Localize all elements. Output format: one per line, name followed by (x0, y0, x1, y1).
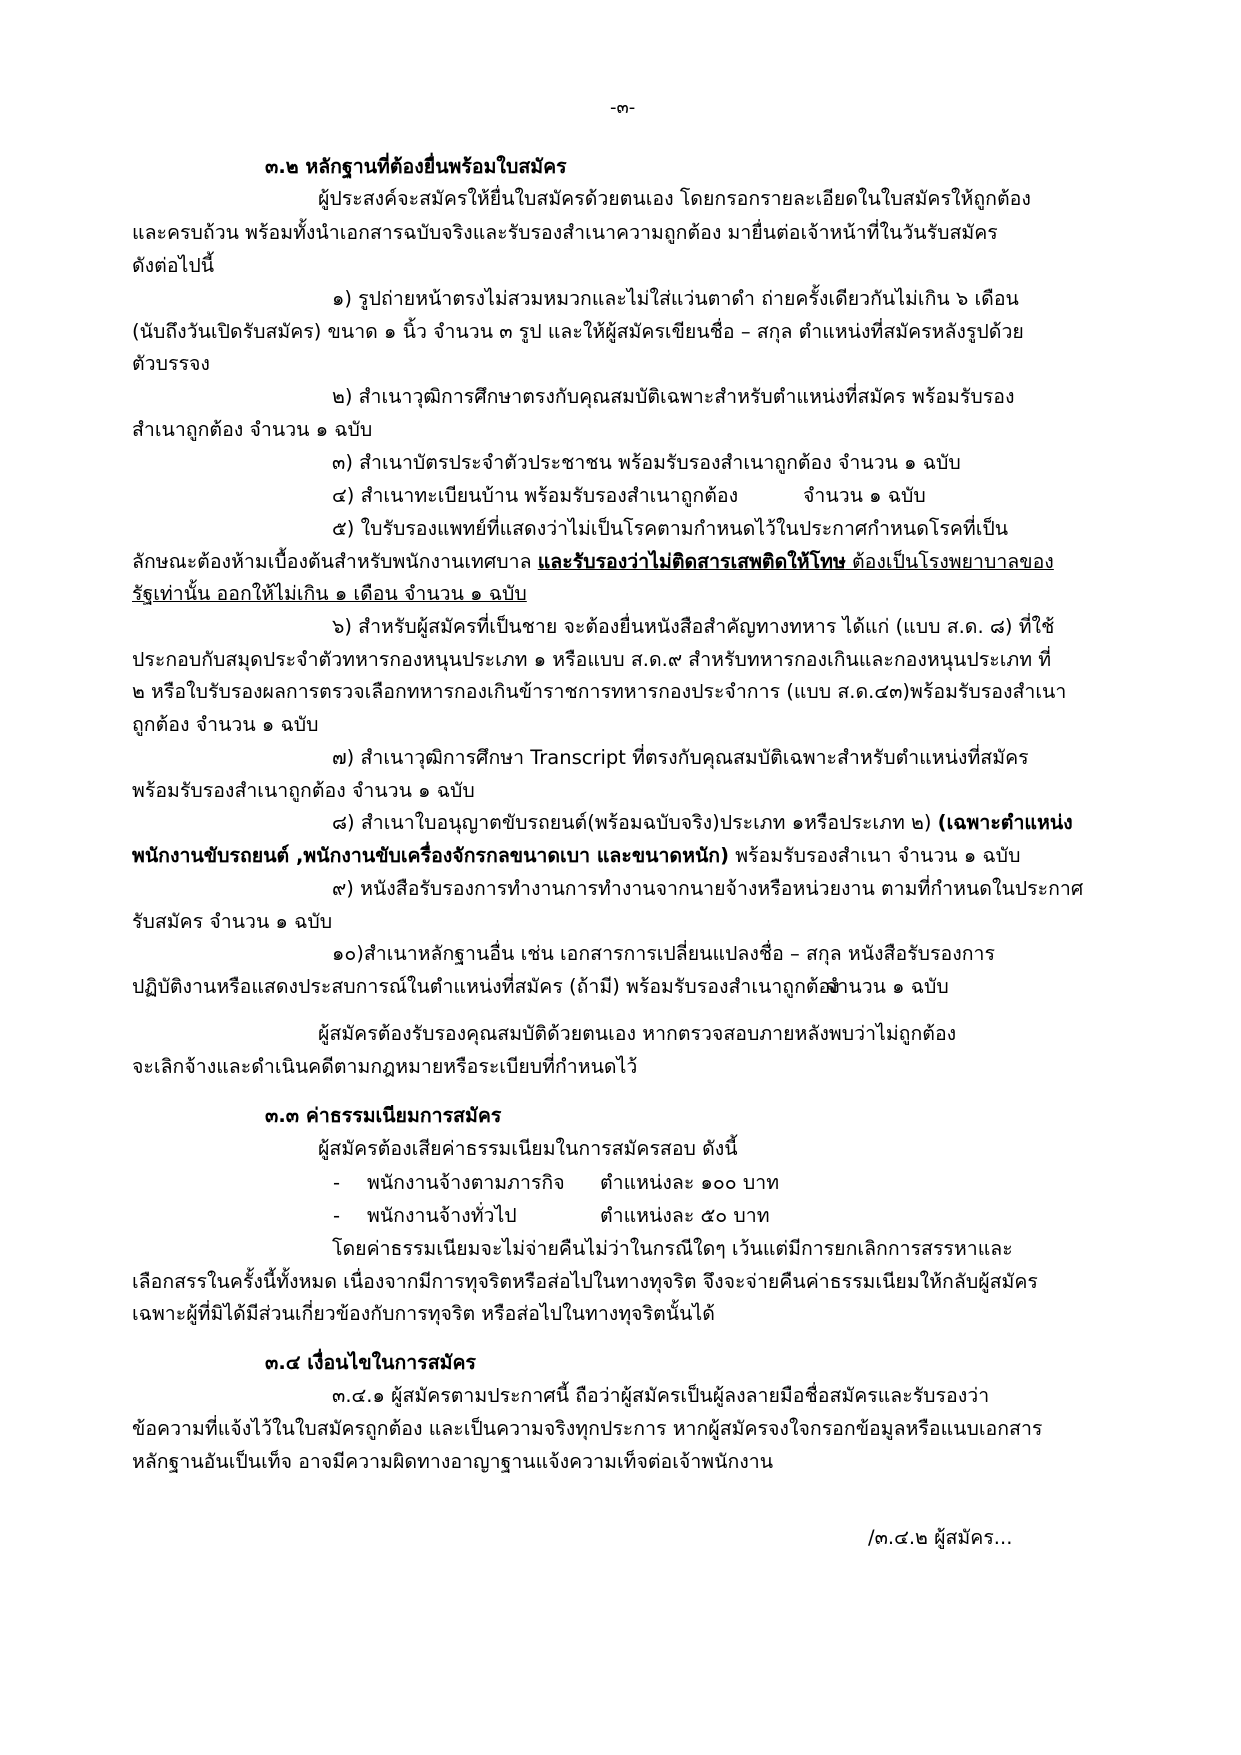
fee-amount: ตำแหน่งละ ๑๐๐ บาท (600, 1171, 780, 1194)
paragraph-line: ผู้ประสงค์จะสมัครให้ยื่นใบสมัครด้วยตนเอง โดยกรอกรายละเอียดในใบสมัครให้ถูกต้อง (318, 187, 1031, 210)
list-item-4-qty: จำนวน ๑ ฉบับ (803, 484, 926, 507)
item-8-emphasis: (เฉพาะตำแหน่ง (937, 811, 1073, 834)
list-item-8-cont (132, 844, 1020, 868)
fee-amount: ตำแหน่งละ ๕๐ บาท (600, 1204, 770, 1227)
item-8-emphasis-cont: พนักงานขับรถยนต์ ,พนักงานขับเครื่องจักรกลขนาดเบา และขนาดหนัก) (132, 844, 729, 867)
list-item-10: ๑๐)สำเนาหลักฐานอื่น เช่น เอกสารการเปลี่ยนแปลงชื่อ – สกุล หนังสือรับรองการ (332, 942, 995, 965)
section-3-3-heading: ๓.๓ ค่าธรรมเนียมการสมัคร (265, 1104, 502, 1127)
paragraph-line: และครบถ้วน พร้อมทั้งนำเอกสารฉบับจริงและรับรองสำเนาความถูกต้อง มายื่นต่อเจ้าหน้าที่ในวันรับสมัคร (132, 221, 998, 244)
fee-dash: - (333, 1204, 341, 1227)
paragraph-line: เฉพาะผู้ที่มิได้มีส่วนเกี่ยวข้องกับการทุจริต หรือส่อไปในทางทุจริตนั้นได้ (132, 1302, 715, 1325)
section-3-4-heading: ๓.๔ เงื่อนไขในการสมัคร (265, 1351, 477, 1374)
list-item-5-cont: รัฐเท่านั้น ออกให้ไม่เกิน ๑ เดือน จำนวน ๑ ฉบับ (132, 582, 527, 605)
page-number: -๓- (610, 97, 636, 118)
paragraph-line: จะเลิกจ้างและดำเนินคดีตามกฎหมายหรือระเบียบที่กำหนดไว้ (132, 1055, 638, 1078)
list-item-9: ๙) หนังสือรับรองการทำงานการทำงานจากนายจ้างหรือหน่วยงาน ตามที่กำหนดในประกาศ (332, 877, 1084, 900)
paragraph-line: เลือกสรรในครั้งนี้ทั้งหมด เนื่องจากมีการทุจริตหรือส่อไปในทางทุจริต จึงจะจ่ายคืนค่าธรรมเนียมให้กลับผู้สมัคร (132, 1270, 1038, 1293)
list-item-5-cont (132, 550, 1054, 574)
list-item-10-qty: จำนวน ๑ ฉบับ (826, 975, 949, 998)
list-item-1: ๑) รูปถ่ายหน้าตรงไม่สวมหมวกและไม่ใส่แว่นตาดำ ถ่ายครั้งเดียวกันไม่เกิน ๖ เดือน (332, 287, 1019, 310)
list-item-2: ๒) สำเนาวุฒิการศึกษาตรงกับคุณสมบัติเฉพาะสำหรับตำแหน่งที่สมัคร พร้อมรับรอง (332, 385, 1015, 408)
item-5-emphasis: และรับรองว่าไม่ติดสารเสพติดให้โทษ (537, 550, 846, 573)
list-item-5: ๕) ใบรับรองแพทย์ที่แสดงว่าไม่เป็นโรคตามกำหนดไว้ในประกาศกำหนดโรคที่เป็น (332, 517, 1009, 540)
item-5-text: ลักษณะต้องห้ามเบื้องต้นสำหรับพนักงานเทศบาล (132, 550, 538, 573)
paragraph-line: ดังต่อไปนี้ (132, 254, 215, 277)
list-item-7-cont: พร้อมรับรองสำเนาถูกต้อง จำนวน ๑ ฉบับ (132, 779, 475, 802)
paragraph-line: ข้อความที่แจ้งไว้ในใบสมัครถูกต้อง และเป็นความจริงทุกประการ หากผู้สมัครจงใจกรอกข้อมูลหรือแนบเอกสาร (132, 1417, 1043, 1440)
item-8-text: ๘) สำเนาใบอนุญาตขับรถยนต์(พร้อมฉบับจริง)ประเภท ๑หรือประเภท ๒) (332, 811, 938, 834)
list-item-7: ๗) สำเนาวุฒิการศึกษา Transcript ที่ตรงกับคุณสมบัติเฉพาะสำหรับตำแหน่งที่สมัคร (332, 746, 1029, 769)
list-item-2-cont: สำเนาถูกต้อง จำนวน ๑ ฉบับ (132, 418, 373, 441)
list-item-10-cont: ปฏิบัติงานหรือแสดงประสบการณ์ในตำแหน่งที่สมัคร (ถ้ามี) พร้อมรับรองสำเนาถูกต้อง (132, 975, 840, 998)
paragraph-line: หลักฐานอันเป็นเท็จ อาจมีความผิดทางอาญาฐานแจ้งความเท็จต่อเจ้าพนักงาน (132, 1450, 774, 1473)
continuation-note: /๓.๔.๒ ผู้สมัคร... (868, 1526, 1013, 1549)
item-5-underlined: ต้องเป็นโรงพยาบาลของ (845, 550, 1054, 573)
paragraph-line: ผู้สมัครต้องรับรองคุณสมบัติด้วยตนเอง หากตรวจสอบภายหลังพบว่าไม่ถูกต้อง (318, 1022, 957, 1045)
fee-type: พนักงานจ้างตามภารกิจ (367, 1171, 565, 1194)
list-item-6-cont: ถูกต้อง จำนวน ๑ ฉบับ (132, 713, 319, 736)
paragraph-line: ผู้สมัครต้องเสียค่าธรรมเนียมในการสมัครสอบ ดังนี้ (318, 1137, 738, 1160)
fee-type: พนักงานจ้างทั่วไป (367, 1204, 517, 1227)
list-item-4: ๔) สำเนาทะเบียนบ้าน พร้อมรับรองสำเนาถูกต้อง (332, 484, 739, 507)
list-item-6-cont: ๒ หรือใบรับรองผลการตรวจเลือกทหารกองเกินข้าราชการทหารกองประจำการ (แบบ ส.ด.๔๓)พร้อมรับรองสำเนา (132, 680, 1067, 703)
paragraph-line: ๓.๔.๑ ผู้สมัครตามประกาศนี้ ถือว่าผู้สมัครเป็นผู้ลงลายมือชื่อสมัครและรับรองว่า (332, 1384, 990, 1407)
list-item-8 (332, 811, 1073, 835)
list-item-9-cont: รับสมัคร จำนวน ๑ ฉบับ (132, 910, 333, 933)
list-item-6: ๖) สำหรับผู้สมัครที่เป็นชาย จะต้องยื่นหนังสือสำคัญทางทหาร ได้แก่ (แบบ ส.ด. ๘) ที่ใช้ (332, 615, 1055, 638)
list-item-6-cont: ประกอบกับสมุดประจำตัวทหารกองหนุนประเภท ๑ หรือแบบ ส.ด.๙ สำหรับทหารกองเกินและกองหนุนประเภท ที่ (132, 648, 1052, 671)
list-item-1-cont: ตัวบรรจง (132, 352, 210, 375)
paragraph-line: โดยค่าธรรมเนียมจะไม่จ่ายคืนไม่ว่าในกรณีใดๆ เว้นแต่มีการยกเลิกการสรรหาและ (332, 1237, 1013, 1260)
item-8-tail: พร้อมรับรองสำเนา จำนวน ๑ ฉบับ (729, 844, 1021, 867)
list-item-3: ๓) สำเนาบัตรประจำตัวประชาชน พร้อมรับรองสำเนาถูกต้อง จำนวน ๑ ฉบับ (332, 451, 961, 474)
section-3-2-heading: ๓.๒ หลักฐานที่ต้องยื่นพร้อมใบสมัคร (265, 155, 567, 178)
fee-dash: - (333, 1171, 341, 1194)
list-item-1-cont: (นับถึงวันเปิดรับสมัคร) ขนาด ๑ นิ้ว จำนวน ๓ รูป และให้ผู้สมัครเขียนชื่อ – สกุล ตำแหน่งที่สมัครหลังรูปด้วย (132, 320, 1024, 343)
